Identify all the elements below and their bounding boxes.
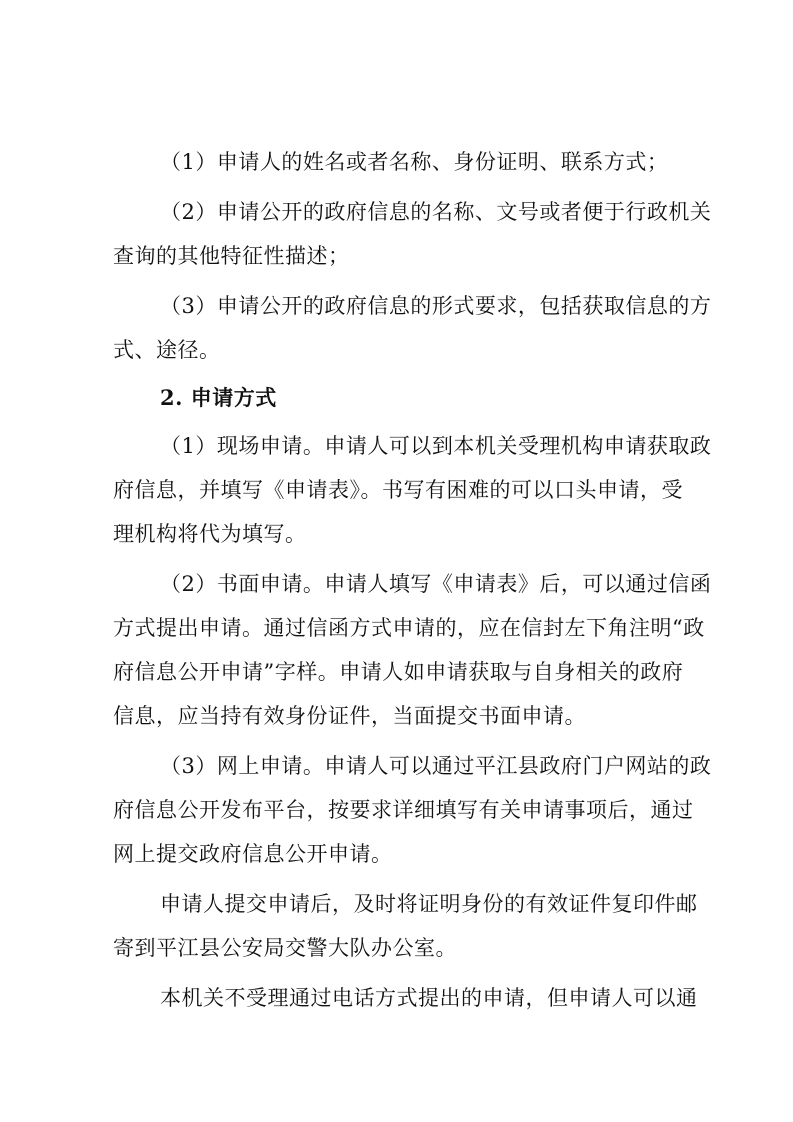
paragraph-online-application-line3: 网上提交政府信息公开申请。: [113, 842, 393, 866]
paragraph-written-application: （2）书面申请。申请人填写《申请表》后，可以通过信函: [160, 572, 712, 596]
paragraph-written-application-line4: 信息，应当持有效身份证件，当面提交书面申请。: [113, 704, 586, 728]
paragraph-onsite-application: （1）现场申请。申请人可以到本机关受理机构申请获取政: [160, 434, 712, 458]
paragraph-after-submission: 申请人提交申请后，及时将证明身份的有效证件复印件邮: [160, 892, 698, 916]
paragraph-onsite-application-line3: 理机构将代为填写。: [113, 522, 307, 546]
paragraph-online-application: （3）网上申请。申请人可以通过平江县政府门户网站的政: [160, 754, 712, 778]
paragraph-written-application-line3: 府信息公开申请”字样。申请人如申请获取与自身相关的政府: [113, 660, 684, 684]
paragraph-after-submission-line2: 寄到平江县公安局交警大队办公室。: [113, 936, 457, 960]
paragraph-written-application-line2: 方式提出申请。通过信函方式申请的，应在信封左下角注明“政: [113, 616, 705, 640]
list-item-info-description: （2）申请公开的政府信息的名称、文号或者便于行政机关: [160, 200, 712, 224]
paragraph-phone-requests: 本机关不受理通过电话方式提出的申请，但申请人可以通: [160, 986, 698, 1010]
list-item-format-requirements: （3）申请公开的政府信息的形式要求，包括获取信息的方: [160, 294, 712, 318]
list-item-applicant-info: （1）申请人的姓名或者名称、身份证明、联系方式；: [160, 150, 669, 174]
list-item-format-requirements-cont: 式、途径。: [113, 338, 221, 362]
list-item-info-description-cont: 查询的其他特征性描述；: [113, 244, 350, 268]
paragraph-onsite-application-line2: 府信息，并填写《申请表》。书写有困难的可以口头申请，受: [113, 478, 683, 502]
section-heading-application-methods: 2. 申请方式: [160, 385, 277, 410]
paragraph-online-application-line2: 府信息公开发布平台，按要求详细填写有关申请事项后，通过: [113, 798, 694, 822]
